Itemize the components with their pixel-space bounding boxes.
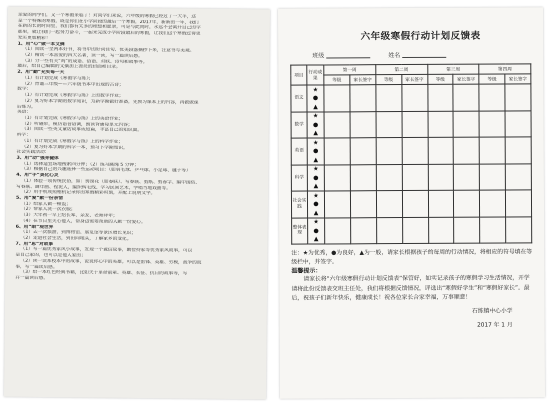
grade-cell[interactable] <box>428 137 454 164</box>
section-heading: 2、用“勤”充实每一天 <box>17 69 65 76</box>
text-line: 是一个特殊的寒假，既是你们在小学阶段的最后一个寒假，2017年，新新的一年，我们 <box>17 18 199 26</box>
school-name: 石练镇中心小学 <box>471 308 513 315</box>
text-line: （1）有计划完成《寒假学与练》； <box>22 75 94 82</box>
left-page-text <box>5 7 270 289</box>
grade-cell[interactable] <box>427 84 453 111</box>
parent-sign-cell[interactable] <box>402 217 428 244</box>
parent-sign-cell[interactable] <box>402 164 428 191</box>
text-line: （2）复习好本学期的数学知识，为新学期做好准备，先预习课本上的内容，再做做课 <box>22 98 199 106</box>
text-line: 那里，就让我们一起努力奋斗，一起来完成小学阶段最后的寒假，让我们这个寒假过得更 <box>17 29 201 37</box>
table-row <box>291 110 531 138</box>
subcol-grade: 等级 <box>376 75 402 85</box>
parent-sign-cell[interactable] <box>506 190 532 217</box>
grade-cell[interactable] <box>479 84 505 111</box>
grade-cell[interactable] <box>376 191 402 218</box>
triangle-icon: ▲ <box>313 209 319 217</box>
circle-icon: ● <box>313 227 319 235</box>
text-line: 后练习。 <box>16 104 36 110</box>
text-line: 英语： <box>16 109 32 116</box>
star-icon: ★ <box>312 86 319 94</box>
feedback-title: 六年级寒假行动计划反馈表 <box>360 30 481 43</box>
triangle-icon: ▲ <box>313 103 318 111</box>
grade-cell[interactable] <box>428 217 454 244</box>
text-line: （1）给家人做一顿饭； <box>20 201 71 208</box>
text-line: （2）复习好本学期的科学一本，预习下学期知识。 <box>21 144 128 151</box>
grade-cell[interactable] <box>480 164 506 191</box>
parent-sign-cell[interactable] <box>350 138 376 165</box>
section-heading: 3、用“动”强身健体 <box>16 155 59 162</box>
subcol-parent-sign: 家长签字 <box>453 74 479 84</box>
name-label: 姓名 <box>388 52 401 60</box>
table-row <box>291 137 531 165</box>
parent-sign-cell[interactable] <box>350 164 376 191</box>
parent-sign-cell[interactable] <box>453 84 479 111</box>
parent-sign-cell[interactable] <box>454 190 480 217</box>
text-line: 在新的长的时间里，我们都有太多的理想和愿景，可是与此同时，永远不会离开自己的学 <box>17 24 201 32</box>
subject-cell: 英语 <box>291 138 307 165</box>
circle-icon: ● <box>312 121 319 129</box>
text-line: （1）选择适宜场地搜索四分钟；（2）练习跳绳 5 分钟； <box>21 161 139 168</box>
class-blank <box>326 51 370 58</box>
section-heading: 5、用“爱”献一份亲情 <box>16 195 64 202</box>
subcol-grade: 等级 <box>427 74 453 84</box>
name-field <box>388 50 446 59</box>
class-field <box>312 50 370 59</box>
grade-cell[interactable] <box>479 137 505 164</box>
text-line: （1）有计划完成《寒假学与练》上的科学作业； <box>21 138 124 145</box>
grade-cell[interactable] <box>324 85 350 112</box>
header-action: 行动成果 <box>307 65 324 85</box>
header-week-4: 第四周 <box>479 64 531 74</box>
parent-sign-cell[interactable] <box>350 217 376 244</box>
grade-cell[interactable] <box>480 190 506 217</box>
right-page <box>278 7 545 398</box>
section-heading: 1、用“心”做一本文摘 <box>17 41 65 47</box>
parent-sign-cell[interactable] <box>506 216 532 243</box>
table-row <box>292 216 532 244</box>
parent-sign-cell[interactable] <box>402 111 428 138</box>
marks-cell <box>307 191 324 218</box>
warm-tip-title: 温馨提示： <box>291 267 322 276</box>
header-week-1: 第一周 <box>324 65 376 75</box>
subcol-parent-sign: 家长签字 <box>350 75 376 85</box>
text-line: 最后，给自己编辑的文摘加上漂亮的封面和目录。 <box>17 64 121 71</box>
text-line: （4）在节日里关心他人，帮身边需要帮助的人献一份爱心。 <box>20 218 146 225</box>
text-line: 充实更加精彩！ <box>17 35 51 41</box>
header-week-3: 第三周 <box>427 64 479 74</box>
subcol-parent-sign: 家长签字 <box>505 74 531 84</box>
feedback-table <box>290 63 532 244</box>
parent-sign-cell[interactable] <box>454 137 480 164</box>
text-line: （3）根据自己的兴趣选择一些运动项目：（如羽毛球、乒乓球、小足球、毽子等） <box>21 167 191 174</box>
parent-sign-cell[interactable] <box>505 163 531 190</box>
text-line: （2）读一读本校本中的故事，说说你心中的英雄。可以是雷锋、英雄、劳模，战争的故 <box>20 258 202 266</box>
parent-sign-cell[interactable] <box>402 190 428 217</box>
star-icon: ★ <box>313 218 319 226</box>
grade-cell[interactable] <box>324 164 350 191</box>
section-heading: 6、用“眼”观世界 <box>15 224 54 230</box>
subject-cell: 数学 <box>291 112 307 139</box>
text-line: 数学： <box>17 87 32 93</box>
text-line: （2）听磁带，模仿语音语调，朗读背诵每单元内容； <box>21 121 133 128</box>
triangle-icon: ▲ <box>313 129 318 137</box>
parent-sign-cell[interactable] <box>454 164 480 191</box>
marks-cell <box>307 111 324 138</box>
parent-sign-cell[interactable] <box>402 137 428 164</box>
header-week-2: 第二周 <box>376 64 428 74</box>
marks-cell <box>307 164 324 191</box>
subject-cell: 科学 <box>291 165 307 192</box>
marks-cell <box>307 138 324 165</box>
parent-sign-cell[interactable] <box>505 84 531 111</box>
parent-sign-cell[interactable] <box>453 111 479 138</box>
text-line: （2）精读一本喜爱的四大名著，读一读，写一篇读后感。 <box>22 52 143 60</box>
header-project: 项目 <box>291 65 307 85</box>
grade-cell[interactable] <box>324 138 350 165</box>
text-line: （2）用手机或照相机记录你的寒假精彩时刻，并配上说明文字。 <box>21 190 156 197</box>
subject-cell: 语文 <box>291 85 307 112</box>
text-line: （2）背诵三年级——六年级书本中出现的古诗； <box>22 81 124 88</box>
subcol-grade: 等级 <box>479 74 505 84</box>
circle-icon: ● <box>313 147 319 155</box>
parent-sign-cell[interactable] <box>454 217 480 244</box>
grade-cell[interactable] <box>325 217 351 244</box>
text-line: （2）走进社会生活，到田间地头，了解家乡的变化。 <box>20 235 132 242</box>
grade-cell[interactable] <box>324 111 350 138</box>
star-icon: ★ <box>313 192 319 200</box>
class-name-row <box>312 49 533 59</box>
subcol-grade: 等级 <box>324 75 350 85</box>
grade-cell[interactable] <box>428 190 454 217</box>
text-line: （1）体验一项传统民俗，如：剪窗花（如春联）、写春联、剪纸、剪春字、编中国结、 <box>21 178 201 186</box>
text-line: （3）大年初一早上给长辈、亲友、老师拜年； <box>20 212 118 219</box>
text-line: （1）去一次旅游，到博物馆、展览馆等景区增长见识； <box>20 230 137 237</box>
circle-icon: ● <box>313 200 319 208</box>
grade-cell[interactable] <box>428 164 454 191</box>
subject-cell: 社会实践 <box>291 191 307 218</box>
circle-icon: ● <box>313 174 319 182</box>
text-line: 社会实践活动： <box>16 149 50 156</box>
parent-sign-cell[interactable] <box>350 111 376 138</box>
grade-cell[interactable] <box>376 164 402 191</box>
parent-sign-cell[interactable] <box>350 191 376 218</box>
left-page <box>4 7 270 400</box>
text-line: （3）给一本红色经典书籍，比如关于革命前辈、英雄、长征、抗日的故事等，写 <box>20 270 188 277</box>
parent-sign-cell[interactable] <box>402 84 428 111</box>
grade-cell[interactable] <box>324 191 350 218</box>
table-row <box>291 190 531 218</box>
text-line: 写春联、画年画、捏泥人，编织钩毛线、学习民间艺术，学唱当地戏曲等。 <box>16 184 171 191</box>
text-line: 并一篇读后感。 <box>15 275 49 282</box>
grade-cell[interactable] <box>376 85 402 112</box>
circle-icon: ● <box>312 94 319 102</box>
warm-tip-body: 请家长将“六年级寒假行动计划反馈表”保管好，如实记录孩子的寒假学习生活情况，开学请将此份反馈表交班主任处，我们将根据反馈情况，评选出“寒假好学生”和“寒假好家长”。最后，祝孩子们新年快乐，健康成长！祝各位家长合家幸福，万事顺意！ <box>291 275 530 302</box>
triangle-icon: ▲ <box>313 235 319 243</box>
text-line: （1）有计划完成《寒假学与练》上的英语作业； <box>21 115 124 122</box>
grade-cell[interactable] <box>376 138 402 165</box>
section-heading: 4、用“手”美化心灵 <box>16 172 59 179</box>
star-icon: ★ <box>313 165 319 173</box>
marks-cell <box>308 217 325 244</box>
parent-sign-cell[interactable] <box>505 110 531 137</box>
text-line: （1）有计划完成《寒假学与练》上的数学作业； <box>22 92 124 99</box>
parent-sign-cell[interactable] <box>350 85 376 112</box>
text-line: （3）分一些有关“鸡”的成语、俗语、对联、诗句和故事等。 <box>22 58 148 65</box>
name-blank <box>402 51 446 58</box>
subject-cell: 整体表现 <box>292 218 308 245</box>
grade-cell[interactable] <box>376 217 402 244</box>
table-row <box>291 163 531 191</box>
text-line: 科学： <box>16 132 31 138</box>
issue-date: 2017 年 1 月 <box>477 322 513 329</box>
text-line: 是自己家的，也可以是他人家的； <box>15 252 86 259</box>
grade-cell[interactable] <box>479 111 505 138</box>
text-line: （1）写一篇优秀家风小故事，发现一个诚信故事，勤俭持家等优秀家风故事，可以 <box>20 247 193 255</box>
table-row <box>291 84 531 112</box>
star-icon: ★ <box>312 112 319 120</box>
text-line: （3）阅读一些英文童话故事或短篇，丰富自己的知识面。 <box>21 127 142 134</box>
triangle-icon: ▲ <box>313 182 319 190</box>
legend-note: 注：★为优秀，●为良好，▲为一般，请家长根据孩子的每周的行动情况，将相应的符号填在等级栏中，并签字。 <box>291 249 533 266</box>
star-icon: ★ <box>312 139 319 147</box>
text-line: （1）阅读一至两本好书，将书中的好词佳句、优美段落摘抄下来，注意书写美观。 <box>22 47 195 54</box>
section-heading: 7、用“思”对故事 <box>15 241 54 247</box>
triangle-icon: ▲ <box>313 156 319 164</box>
parent-sign-cell[interactable] <box>505 137 531 164</box>
grade-cell[interactable] <box>480 217 506 244</box>
text-line: （2）帮家人洗一次衣服； <box>20 207 76 213</box>
grade-cell[interactable] <box>376 111 402 138</box>
marks-cell <box>307 85 324 112</box>
class-label: 班级 <box>312 52 325 60</box>
grade-cell[interactable] <box>428 111 454 138</box>
subcol-parent-sign: 家长签字 <box>401 74 427 84</box>
text-line: 亲爱的同学们，又一个寒假来临了！对同学们来说，六年级的寒假已经过了一大半，这 <box>17 12 197 20</box>
text-line: 事，写一篇读后感。 <box>15 264 58 270</box>
